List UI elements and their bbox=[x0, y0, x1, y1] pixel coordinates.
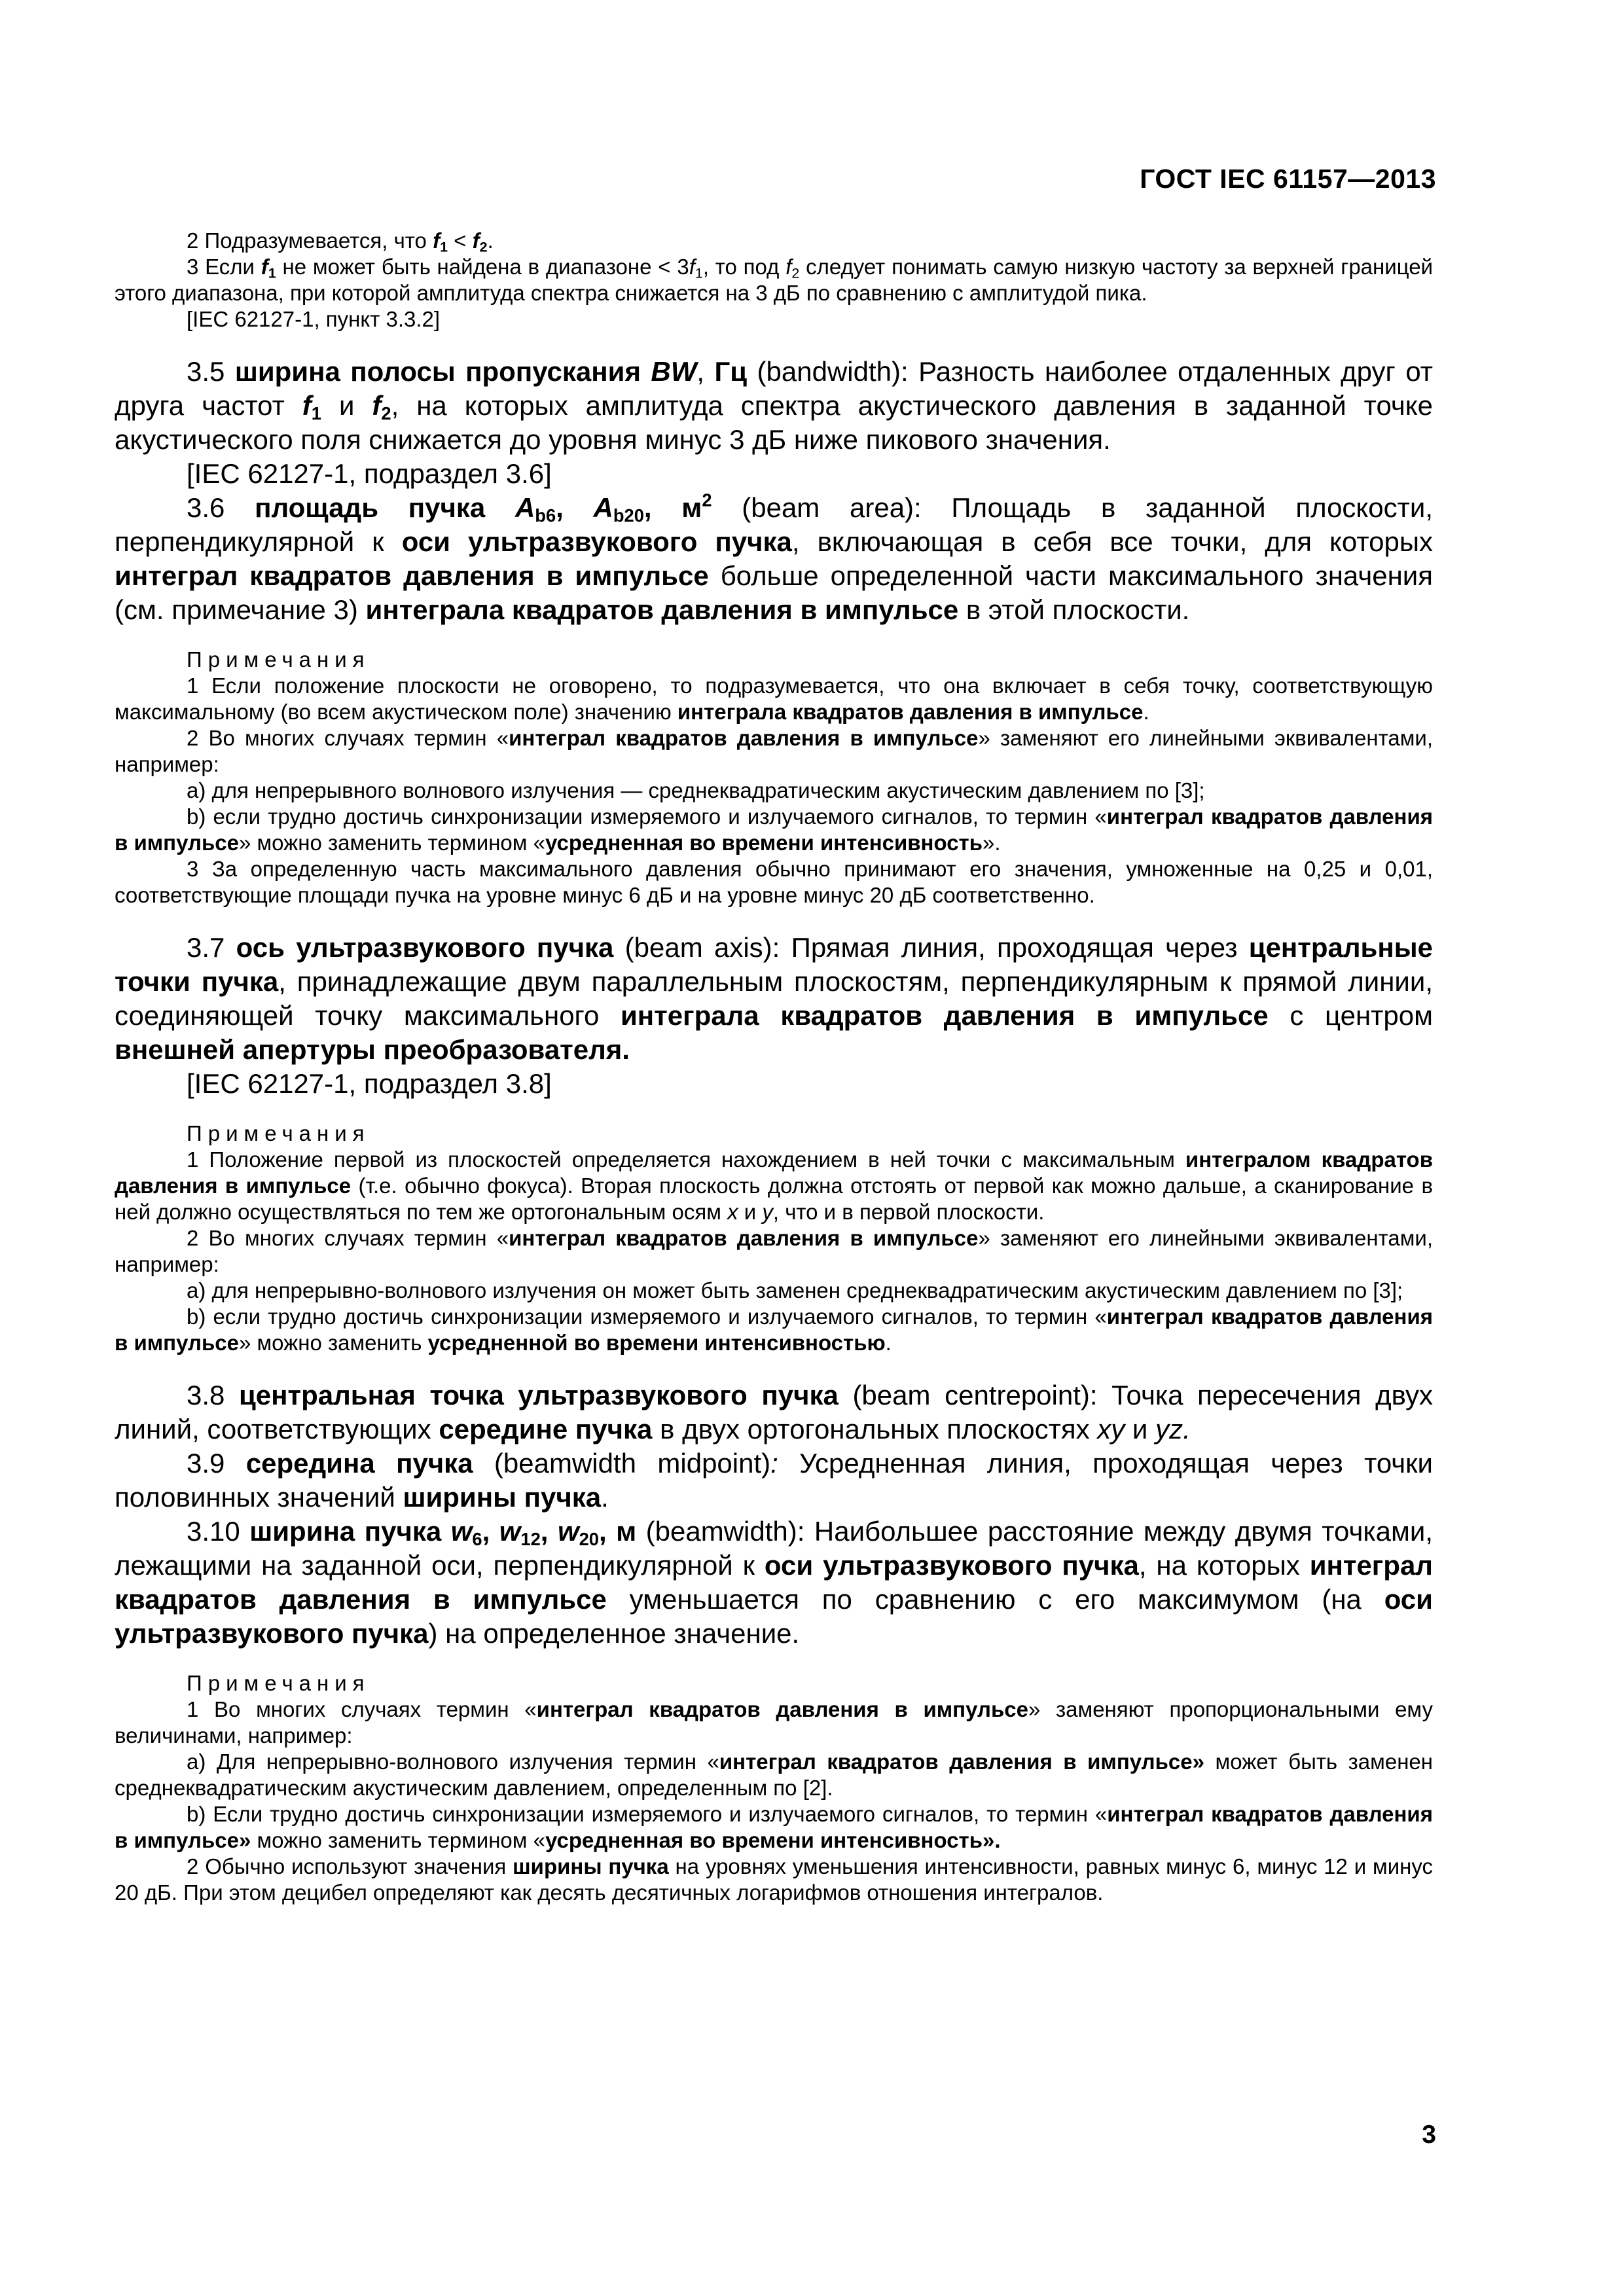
note-item: 1 Во многих случаях термин «интеграл квадратов давления в импульсе» заменяют пропорциональными ему величинами, например: bbox=[115, 1697, 1433, 1748]
note-item: a) для непрерывного волнового излучения — среднеквадратическим акустическим давлением по [3]; bbox=[187, 778, 1205, 802]
term-3-7: 3.7 ось ультразвукового пучка (beam axis): Прямая линия, проходящая через центральные точки пучка, принадлежащие двум параллельным плоскостям, перпендикулярным к прямой линии, соединяющей точку максимального интеграла квадратов давления в импульсе с центром внешней апертуры преобразователя. bbox=[115, 932, 1433, 1065]
reference: [IEC 62127-1, пункт 3.3.2] bbox=[187, 307, 441, 331]
note-item: 3 За определенную часть максимального давления обычно принимают его значения, умноженные на 0,25 и 0,01, соответствующие площади пучка на уровне минус 6 дБ и на уровне минус 20 дБ соответственно. bbox=[115, 857, 1433, 907]
term-3-9: 3.9 середина пучка (beamwidth midpoint): Усредненная линия, проходящая через точки половинных значений ширины пучка. bbox=[115, 1448, 1433, 1513]
term-3-6: 3.6 площадь пучка $A_{b6}$, $A_{b20}$, $м^2$ (beam area): Площадь в заданной плоскости, перпендикулярной к оси ультразвукового пучка, включающая в себя все точки, для которых интеграл квадратов давления в импульсе больше определенной части максимального значения (см. примечание 3) интеграла квадратов давления в импульсе в этой плоскости. bbox=[115, 490, 1434, 625]
page-content bbox=[115, 228, 1433, 1906]
note-item: b) если трудно достичь синхронизации измеряемого и излучаемого сигналов, то термин «интеграл квадратов давления в импульсе» можно заменить термином «усредненная во времени интенсивность». bbox=[115, 804, 1434, 855]
note-item: b) если трудно достичь синхронизации измеряемого и излучаемого сигналов, то термин «интеграл квадратов давления в импульсе» можно заменить усредненной во времени интенсивностью. bbox=[115, 1304, 1434, 1355]
note-item: 2 Обычно используют значения ширины пучка на уровнях уменьшения интенсивности, равных минус 6, минус 12 и минус 20 дБ. При этом децибел определяют как десять десятичных логарифмов отношения интегралов. bbox=[115, 1854, 1433, 1905]
page-number: 3 bbox=[1422, 2121, 1436, 2149]
notes-heading: Примечания bbox=[187, 1121, 370, 1145]
note-item: a) для непрерывно-волнового излучения он может быть заменен среднеквадратическим акустическим давлением по [3]; bbox=[187, 1278, 1403, 1302]
note-item: b) Если трудно достичь синхронизации измеряемого и излучаемого сигналов, то термин «интеграл квадратов давления в импульсе» можно заменить термином «усредненная во времени интенсивность». bbox=[115, 1802, 1433, 1852]
note-item: 2 Во многих случаях термин «интеграл квадратов давления в импульсе» заменяют его линейными эквивалентами, например: bbox=[115, 726, 1433, 776]
note-item: 1 Если положение плоскости не оговорено, то подразумевается, что она включает в себя точку, соответствующую максимальному (во всем акустическом поле) значению интеграла квадратов давления в импульсе. bbox=[115, 673, 1433, 724]
reference: [IEC 62127-1, подраздел 3.8] bbox=[187, 1068, 552, 1099]
term-3-5: 3.5 ширина полосы пропускания BW, Гц (bandwidth): Разность наиболее отдаленных друг от друга частот $f_1$ и $f_2$, на которых амплитуда спектра акустического давления в заданной точке акустического поля снижается до уровня минус 3 дБ ниже пикового значения. bbox=[115, 356, 1433, 455]
note-item: 2 Во многих случаях термин «интеграл квадратов давления в импульсе» заменяют его линейными эквивалентами, например: bbox=[115, 1226, 1433, 1276]
notes-heading: Примечания bbox=[187, 1671, 370, 1695]
note-2-top: 2 Подразумевается, что $f_1 < f_2$. bbox=[187, 228, 494, 255]
note-item: 1 Положение первой из плоскостей определяется нахождением в ней точки с максимальным интегралом квадратов давления в импульсе (т.е. обычно фокуса). Вторая плоскость должна отстоять от первой как можно дальше, а сканирование в ней должно осуществляться по тем же ортогональным осям x и y, что и в первой плоскости. bbox=[115, 1147, 1433, 1224]
document-header: ГОСТ IEC 61157—2013 bbox=[1140, 164, 1436, 194]
term-3-10: 3.10 ширина пучка $w_6$, $w_{12}$, $w_{20}$, м (beamwidth): Наибольшее расстояние между двумя точками, лежащими на заданной оси, перпендикулярной к оси ультразвукового пучка, на которых интеграл квадратов давления в импульсе уменьшается по сравнению с его максимумом (на оси ультразвукового пучка) на определенное значение. bbox=[115, 1516, 1434, 1649]
reference: [IEC 62127-1, подраздел 3.6] bbox=[187, 458, 552, 489]
notes-heading: Примечания bbox=[187, 647, 370, 672]
term-3-8: 3.8 центральная точка ультразвукового пучка (beam centrepoint): Точка пересечения двух линий, соответствующих середине пучка в двух ортогональных плоскостях xy и yz. bbox=[115, 1380, 1433, 1444]
note-3-top: 3 Если $f_1$ не может быть найдена в диапазоне < $3f_1$, то под $f_2$ следует понимать самую низкую частоту за верхней границей этого диапазона, при которой амплитуда спектра снижается на 3 дБ по сравнению с амплитудой пика. bbox=[115, 255, 1434, 305]
note-item: a) Для непрерывно-волнового излучения термин «интеграл квадратов давления в импульсе» может быть заменен среднеквадратическим акустическим давлением, определенным по [2]. bbox=[115, 1749, 1433, 1800]
